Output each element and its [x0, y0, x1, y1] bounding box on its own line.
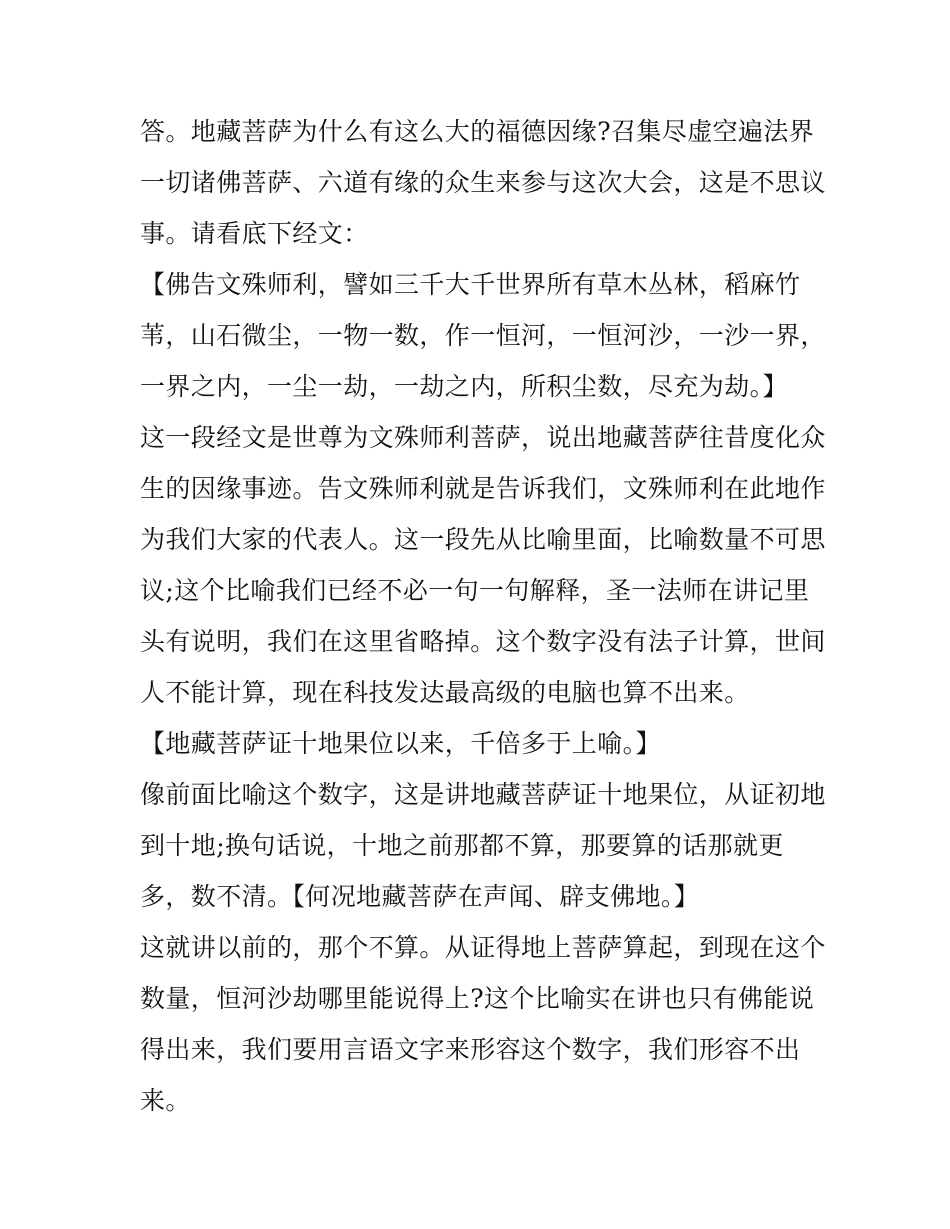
- text-line: 多，数不清。【何况地藏菩萨在声闻、辟支佛地。】: [140, 882, 700, 911]
- text-line: 为我们大家的代表人。这一段先从比喻里面，比喻数量不可思: [140, 525, 826, 554]
- text-line: 头有说明，我们在这里省略掉。这个数字没有法子计算，世间: [140, 627, 826, 656]
- scripture-quote-line: 一界之内，一尘一劫，一劫之内，所积尘数，尽充为劫。】: [140, 372, 788, 401]
- text-line: 答。地藏菩萨为什么有这么大的福德因缘?召集尽虚空遍法界: [140, 117, 815, 146]
- text-line: 这一段经文是世尊为文殊师利菩萨，说出地藏菩萨往昔度化众: [140, 423, 826, 452]
- text-line: 人不能计算，现在科技发达最高级的电脑也算不出来。: [140, 678, 750, 707]
- text-line: 议;这个比喻我们已经不必一句一句解释，圣一法师在讲记里: [140, 576, 810, 605]
- text-line: 到十地;换句话说，十地之前那都不算，那要算的话那就更: [140, 831, 784, 860]
- text-line: 一切诸佛菩萨、六道有缘的众生来参与这次大会，这是不思议: [140, 168, 826, 197]
- text-line: 像前面比喻这个数字，这是讲地藏菩萨证十地果位，从证初地: [140, 780, 826, 809]
- text-line: 这就讲以前的，那个不算。从证得地上菩萨算起，到现在这个: [140, 933, 826, 962]
- text-line: 来。: [140, 1086, 191, 1115]
- text-line: 数量，恒河沙劫哪里能说得上?这个比喻实在讲也只有佛能说: [140, 984, 815, 1013]
- text-line: 生的因缘事迹。告文殊师利就是告诉我们，文殊师利在此地作: [140, 474, 826, 503]
- text-line: 得出来，我们要用言语文字来形容这个数字，我们形容不出: [140, 1035, 801, 1064]
- scripture-quote-line: 【地藏菩萨证十地果位以来，千倍多于上喻。】: [140, 729, 661, 758]
- text-line: 事。请看底下经文：: [140, 219, 369, 248]
- scripture-quote-line: 苇，山石微尘，一物一数，作一恒河，一恒河沙，一沙一界，: [140, 321, 826, 350]
- document-body: [140, 106, 826, 1126]
- scripture-quote-line: 【佛告文殊师利，譬如三千大千世界所有草木丛林，稻麻竹: [140, 270, 801, 299]
